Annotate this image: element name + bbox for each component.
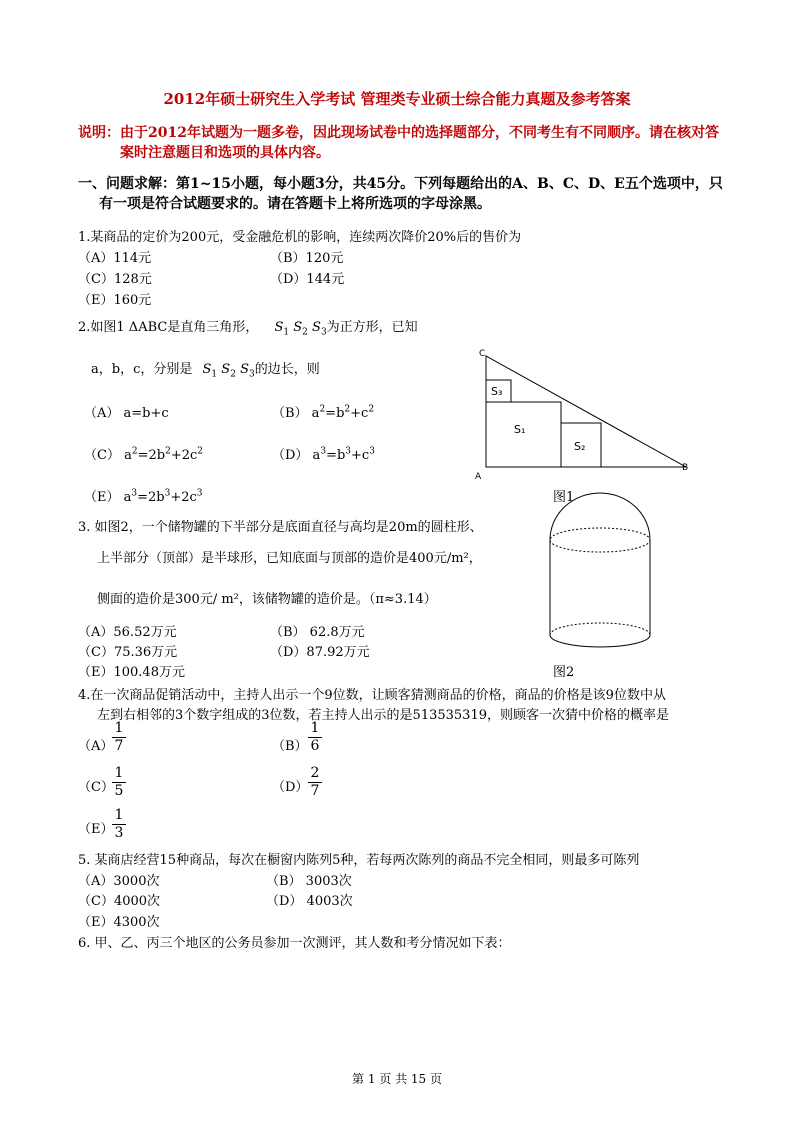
q4-line-2: 左到右相邻的3个数字组成的3位数，若主持人出示的是513535319，则顾客一次猜中价格的概率是 <box>97 708 669 723</box>
q2-option-a: （A） a=b+c <box>84 406 169 421</box>
q4-option-a-fraction: 1 7 <box>112 720 126 755</box>
figure-2-caption: 图2 <box>553 665 575 680</box>
q4-option-c-label: （C） <box>78 780 114 795</box>
s1-label: S₁ <box>514 423 526 436</box>
q4-option-d-label: （D） <box>272 780 309 795</box>
vertex-a-label: A <box>475 472 482 482</box>
section-heading-line-1: 一、问题求解：第1~15小题，每小题3分，共45分。下列每题给出的A、B、C、D、E五个选项中，只 <box>78 176 723 192</box>
figure-2-tank <box>540 490 660 658</box>
q5-option-d: （D） 4003次 <box>266 894 353 909</box>
q3-option-d: （D）87.92万元 <box>270 645 370 660</box>
q4-option-d-fraction: 2 7 <box>308 765 322 800</box>
q2-stem-line-2: a，b，c，分别是 $S_1$ $S_2$ $S_3$的边长，则 <box>91 362 320 380</box>
s3-label: S₃ <box>491 385 503 398</box>
note-line-2: 案时注意题目和选项的具体内容。 <box>120 145 330 161</box>
q3-line-1: 3. 如图2，一个储物罐的下半部分是底面直径与高均是20m的圆柱形、 <box>78 520 483 535</box>
vertex-b-label: B <box>682 463 689 473</box>
q1-option-c: （C）128元 <box>78 272 152 287</box>
q2-option-d: （D） $a^3=b^3+c^3$ <box>272 446 375 463</box>
q2-option-c: （C） $a^2=2b^2+2c^2$ <box>84 446 203 463</box>
q4-option-e-fraction: 1 3 <box>112 807 126 842</box>
q4-option-e-label: （E） <box>78 822 114 837</box>
q4-option-a-label: （A） <box>78 739 114 754</box>
q4-option-b-label: （B） <box>272 739 308 754</box>
q3-option-b: （B） 62.8万元 <box>270 625 365 640</box>
figure-1-triangle <box>470 345 700 485</box>
q1-option-b: （B）120元 <box>270 251 344 266</box>
q2-option-e: （E） $a^3=2b^3+2c^3$ <box>84 488 203 505</box>
q5-option-e: （E）4300次 <box>78 915 160 930</box>
q1-option-a: （A）114元 <box>78 251 152 266</box>
q4-option-c-fraction: 1 5 <box>112 765 126 800</box>
q2-option-b: （B） $a^2=b^2+c^2$ <box>272 404 375 421</box>
q5-option-c: （C）4000次 <box>78 894 161 909</box>
q5-stem: 5. 某商店经营15种商品，每次在橱窗内陈列5种，若每两次陈列的商品不完全相同，则最多可陈列 <box>78 853 640 868</box>
q4-option-b-fraction: 1 6 <box>308 720 322 755</box>
q4-line-1: 4.在一次商品促销活动中，主持人出示一个9位数，让顾客猜测商品的价格，商品的价格是该9位数中从 <box>78 688 666 703</box>
q5-option-a: （A）3000次 <box>78 874 160 889</box>
page-footer: 第 1 页 共 15 页 <box>352 1072 442 1086</box>
page-title: 2012年硕士研究生入学考试 管理类专业硕士综合能力真题及参考答案 <box>163 90 631 108</box>
q3-option-e: （E）100.48万元 <box>78 665 185 680</box>
q2-stem: 2.如图1 ΔABC是直角三角形， $S_1$ $S_2$ $S_3$为正方形，已知 <box>78 320 418 338</box>
q3-option-c: （C）75.36万元 <box>78 645 178 660</box>
section-heading-line-2: 有一项是符合试题要求的。请在答题卡上将所选项的字母涂黑。 <box>99 196 491 212</box>
q5-option-b: （B） 3003次 <box>266 874 352 889</box>
q6-stem: 6. 甲、乙、丙三个地区的公务员参加一次测评，其人数和考分情况如下表： <box>78 936 511 951</box>
q1-option-e: （E）160元 <box>78 293 152 308</box>
q3-line-3: 侧面的造价是300元/ m²，该储物罐的造价是。（π≈3.14） <box>97 592 437 607</box>
q1-stem: 1.某商品的定价为200元，受金融危机的影响，连续两次降价20%后的售价为 <box>78 230 522 245</box>
q3-option-a: （A）56.52万元 <box>78 625 177 640</box>
vertex-c-label: C <box>479 349 486 359</box>
q3-line-2: 上半部分（顶部）是半球形，已知底面与顶部的造价是400元/m²， <box>97 551 482 566</box>
note-line-1: 说明：由于2012年试题为一题多卷，因此现场试卷中的选择题部分，不同考生有不同顺序。请在核对答 <box>78 125 719 141</box>
s2-label: S₂ <box>574 440 586 453</box>
figure-1-caption: 图1 <box>553 490 575 505</box>
q1-option-d: （D）144元 <box>270 272 345 287</box>
